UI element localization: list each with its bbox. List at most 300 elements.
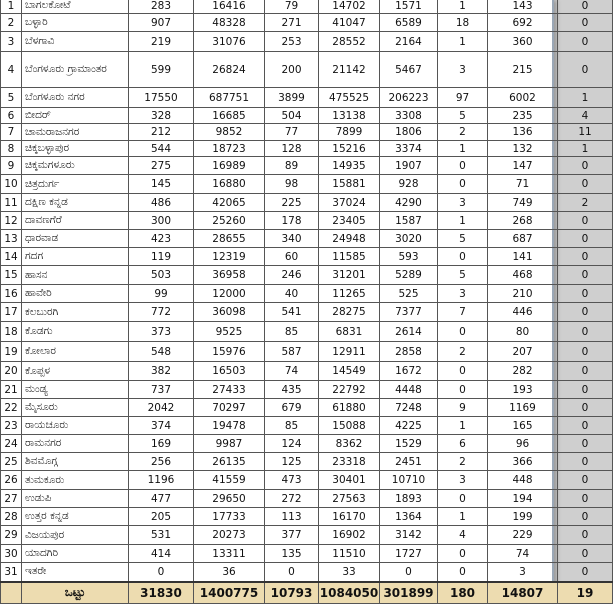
value-cell-c8: 0 xyxy=(558,322,613,342)
table-row xyxy=(1,435,613,453)
value-cell-c2: 16416 xyxy=(194,0,265,14)
value-cell-c4: 61880 xyxy=(319,399,380,417)
value-cell-c2: 12000 xyxy=(194,285,265,303)
value-cell-c1: 374 xyxy=(129,417,194,435)
district-name: ವಿಜಯಪುರ xyxy=(22,526,129,545)
district-name: ಚಾಮರಾಜನಗರ xyxy=(22,124,129,141)
value-cell-c8: 0 xyxy=(558,212,613,230)
value-cell-c3: 377 xyxy=(265,526,319,545)
value-cell-c4: 30401 xyxy=(319,471,380,490)
table-row xyxy=(1,285,613,303)
value-cell-c4: 37024 xyxy=(319,194,380,212)
value-cell-c6: 18 xyxy=(438,14,488,32)
table-row xyxy=(1,212,613,230)
value-cell-c8: 4 xyxy=(558,108,613,124)
district-name: ದಾವಣಗೆರೆ xyxy=(22,212,129,230)
value-cell-c5: 0 xyxy=(380,563,438,582)
value-cell-c5: 3374 xyxy=(380,141,438,157)
table-row xyxy=(1,417,613,435)
value-cell-c7: 366 xyxy=(488,453,558,471)
value-cell-c8: 0 xyxy=(558,32,613,52)
value-cell-c5: 5289 xyxy=(380,266,438,285)
value-cell-c2: 36098 xyxy=(194,303,265,322)
value-cell-c1: 1196 xyxy=(129,471,194,490)
district-name: ಕೋಲಾರ xyxy=(22,342,129,362)
value-cell-c5: 1529 xyxy=(380,435,438,453)
value-cell-c2: 16685 xyxy=(194,108,265,124)
value-cell-c5: 206223 xyxy=(380,88,438,108)
row-number: 5 xyxy=(1,88,22,108)
value-cell-c6: 1 xyxy=(438,141,488,157)
value-cell-c3: 89 xyxy=(265,157,319,175)
value-cell-c3: 79 xyxy=(265,0,319,14)
table-row xyxy=(1,303,613,322)
row-number: 28 xyxy=(1,508,22,526)
value-cell-c3: 473 xyxy=(265,471,319,490)
value-cell-c8: 0 xyxy=(558,490,613,508)
district-name: ದಕ್ಷಿಣ ಕನ್ನಡ xyxy=(22,194,129,212)
value-cell-c6: 0 xyxy=(438,545,488,563)
value-cell-c3: 60 xyxy=(265,248,319,266)
value-cell-c7: 210 xyxy=(488,285,558,303)
value-cell-c2: 48328 xyxy=(194,14,265,32)
value-cell-c7: 448 xyxy=(488,471,558,490)
value-cell-c4: 31201 xyxy=(319,266,380,285)
value-cell-c5: 5467 xyxy=(380,52,438,88)
value-cell-c8: 0 xyxy=(558,0,613,14)
value-cell-c7: 229 xyxy=(488,526,558,545)
value-cell-c3: 340 xyxy=(265,230,319,248)
table-row xyxy=(1,141,613,157)
table-row xyxy=(1,381,613,399)
row-number: 20 xyxy=(1,362,22,381)
value-cell-c4: 22792 xyxy=(319,381,380,399)
value-cell-c8: 0 xyxy=(558,230,613,248)
value-cell-c4: 8362 xyxy=(319,435,380,453)
value-cell-c2: 26135 xyxy=(194,453,265,471)
value-cell-c7: 143 xyxy=(488,0,558,14)
value-cell-c1: 477 xyxy=(129,490,194,508)
district-name: ಹಾಸನ xyxy=(22,266,129,285)
value-cell-c2: 687751 xyxy=(194,88,265,108)
value-cell-c1: 275 xyxy=(129,157,194,175)
value-cell-c1: 2042 xyxy=(129,399,194,417)
value-cell-c2: 31076 xyxy=(194,32,265,52)
value-cell-c3: 77 xyxy=(265,124,319,141)
value-cell-c6: 5 xyxy=(438,266,488,285)
value-cell-c5: 1364 xyxy=(380,508,438,526)
district-name: ಚಿತ್ರದುರ್ಗ xyxy=(22,175,129,194)
value-cell-c6: 1 xyxy=(438,32,488,52)
value-cell-c1: 907 xyxy=(129,14,194,32)
row-number: 26 xyxy=(1,471,22,490)
row-number: 1 xyxy=(1,0,22,14)
row-number: 15 xyxy=(1,266,22,285)
value-cell-c4: 23405 xyxy=(319,212,380,230)
value-cell-c5: 10710 xyxy=(380,471,438,490)
value-cell-c3: 98 xyxy=(265,175,319,194)
row-number: 22 xyxy=(1,399,22,417)
row-number: 21 xyxy=(1,381,22,399)
value-cell-c5: 6589 xyxy=(380,14,438,32)
row-number: 3 xyxy=(1,32,22,52)
table-row xyxy=(1,175,613,194)
row-number: 2 xyxy=(1,14,22,32)
value-cell-c8: 0 xyxy=(558,14,613,32)
value-cell-c1: 414 xyxy=(129,545,194,563)
value-cell-c4: 33 xyxy=(319,563,380,582)
value-cell-c2: 26824 xyxy=(194,52,265,88)
value-cell-c5: 4290 xyxy=(380,194,438,212)
row-number: 16 xyxy=(1,285,22,303)
value-cell-c3: 435 xyxy=(265,381,319,399)
value-cell-c1: 300 xyxy=(129,212,194,230)
value-cell-c1: 212 xyxy=(129,124,194,141)
value-cell-c8: 1 xyxy=(558,88,613,108)
value-cell-c5: 1806 xyxy=(380,124,438,141)
district-name: ಚಿಕ್ಕಬಳ್ಳಾಪುರ xyxy=(22,141,129,157)
value-cell-c8: 0 xyxy=(558,471,613,490)
value-cell-c1: 17550 xyxy=(129,88,194,108)
value-cell-c4: 14549 xyxy=(319,362,380,381)
value-cell-c4: 11265 xyxy=(319,285,380,303)
value-cell-c4: 21142 xyxy=(319,52,380,88)
table-row xyxy=(1,248,613,266)
value-cell-c4: 7899 xyxy=(319,124,380,141)
value-cell-c3: 271 xyxy=(265,14,319,32)
row-number: 7 xyxy=(1,124,22,141)
value-cell-c7: 687 xyxy=(488,230,558,248)
table-row xyxy=(1,32,613,52)
value-cell-c8: 2 xyxy=(558,194,613,212)
table-row xyxy=(1,471,613,490)
district-name: ಕೊಡಗು xyxy=(22,322,129,342)
table-row xyxy=(1,526,613,545)
row-number: 17 xyxy=(1,303,22,322)
value-cell-c1: 145 xyxy=(129,175,194,194)
value-cell-c5: 7377 xyxy=(380,303,438,322)
district-name: ಬಾಗಲಕೋಟೆ xyxy=(22,0,129,14)
value-cell-c7: 692 xyxy=(488,14,558,32)
value-cell-c3: 113 xyxy=(265,508,319,526)
value-cell-c3: 178 xyxy=(265,212,319,230)
value-cell-c3: 135 xyxy=(265,545,319,563)
value-cell-c4: 16170 xyxy=(319,508,380,526)
value-cell-c5: 4225 xyxy=(380,417,438,435)
total-value-c2: 1400775 xyxy=(194,582,265,604)
value-cell-c8: 1 xyxy=(558,141,613,157)
value-cell-c3: 0 xyxy=(265,563,319,582)
value-cell-c1: 99 xyxy=(129,285,194,303)
value-cell-c1: 328 xyxy=(129,108,194,124)
row-number: 25 xyxy=(1,453,22,471)
table-row xyxy=(1,362,613,381)
value-cell-c7: 360 xyxy=(488,32,558,52)
value-cell-c2: 17733 xyxy=(194,508,265,526)
row-number: 4 xyxy=(1,52,22,88)
value-cell-c3: 541 xyxy=(265,303,319,322)
value-cell-c2: 15976 xyxy=(194,342,265,362)
value-cell-c6: 1 xyxy=(438,508,488,526)
value-cell-c3: 225 xyxy=(265,194,319,212)
district-name: ಉಡುಪಿ xyxy=(22,490,129,508)
row-number: 18 xyxy=(1,322,22,342)
table-row xyxy=(1,88,613,108)
total-blank-cell xyxy=(1,582,22,604)
district-name: ಗದಗ xyxy=(22,248,129,266)
value-cell-c6: 3 xyxy=(438,52,488,88)
value-cell-c1: 423 xyxy=(129,230,194,248)
value-cell-c1: 599 xyxy=(129,52,194,88)
value-cell-c3: 587 xyxy=(265,342,319,362)
value-cell-c5: 1727 xyxy=(380,545,438,563)
value-cell-c6: 0 xyxy=(438,248,488,266)
value-cell-c1: 205 xyxy=(129,508,194,526)
value-cell-c7: 207 xyxy=(488,342,558,362)
value-cell-c5: 2164 xyxy=(380,32,438,52)
value-cell-c2: 36958 xyxy=(194,266,265,285)
table-row xyxy=(1,563,613,582)
row-number: 6 xyxy=(1,108,22,124)
value-cell-c2: 19478 xyxy=(194,417,265,435)
value-cell-c1: 219 xyxy=(129,32,194,52)
table-row xyxy=(1,124,613,141)
total-value-c4: 1084050 xyxy=(319,582,380,604)
total-value-c8: 19 xyxy=(558,582,613,604)
value-cell-c2: 13311 xyxy=(194,545,265,563)
value-cell-c4: 15216 xyxy=(319,141,380,157)
value-cell-c3: 200 xyxy=(265,52,319,88)
value-cell-c4: 11510 xyxy=(319,545,380,563)
value-cell-c4: 16902 xyxy=(319,526,380,545)
district-name: ಬೀದರ್ xyxy=(22,108,129,124)
value-cell-c7: 194 xyxy=(488,490,558,508)
value-cell-c6: 6 xyxy=(438,435,488,453)
value-cell-c8: 0 xyxy=(558,362,613,381)
row-number: 8 xyxy=(1,141,22,157)
value-cell-c2: 9987 xyxy=(194,435,265,453)
value-cell-c8: 11 xyxy=(558,124,613,141)
district-name: ಇತರೇ xyxy=(22,563,129,582)
value-cell-c7: 6002 xyxy=(488,88,558,108)
value-cell-c2: 16989 xyxy=(194,157,265,175)
value-cell-c2: 42065 xyxy=(194,194,265,212)
value-cell-c6: 5 xyxy=(438,108,488,124)
value-cell-c7: 268 xyxy=(488,212,558,230)
row-number: 30 xyxy=(1,545,22,563)
district-name: ರಾಮನಗರ xyxy=(22,435,129,453)
value-cell-c5: 2451 xyxy=(380,453,438,471)
value-cell-c7: 147 xyxy=(488,157,558,175)
value-cell-c2: 36 xyxy=(194,563,265,582)
value-cell-c2: 12319 xyxy=(194,248,265,266)
district-name: ಬೆಂಗಳೂರು ನಗರ xyxy=(22,88,129,108)
value-cell-c2: 18723 xyxy=(194,141,265,157)
district-name: ರಾಯಚೂರು xyxy=(22,417,129,435)
value-cell-c5: 1893 xyxy=(380,490,438,508)
value-cell-c8: 0 xyxy=(558,157,613,175)
value-cell-c4: 41047 xyxy=(319,14,380,32)
value-cell-c4: 15881 xyxy=(319,175,380,194)
value-cell-c5: 3020 xyxy=(380,230,438,248)
value-cell-c1: 373 xyxy=(129,322,194,342)
value-cell-c8: 0 xyxy=(558,526,613,545)
value-cell-c5: 1571 xyxy=(380,0,438,14)
value-cell-c1: 737 xyxy=(129,381,194,399)
value-cell-c4: 15088 xyxy=(319,417,380,435)
table-row xyxy=(1,342,613,362)
total-value-c1: 31830 xyxy=(129,582,194,604)
value-cell-c6: 7 xyxy=(438,303,488,322)
value-cell-c1: 548 xyxy=(129,342,194,362)
value-cell-c2: 28655 xyxy=(194,230,265,248)
value-cell-c2: 9852 xyxy=(194,124,265,141)
value-cell-c4: 14935 xyxy=(319,157,380,175)
value-cell-c3: 40 xyxy=(265,285,319,303)
total-value-c3: 10793 xyxy=(265,582,319,604)
value-cell-c6: 3 xyxy=(438,194,488,212)
value-cell-c1: 0 xyxy=(129,563,194,582)
value-cell-c1: 169 xyxy=(129,435,194,453)
value-cell-c7: 96 xyxy=(488,435,558,453)
value-cell-c8: 0 xyxy=(558,52,613,88)
value-cell-c8: 0 xyxy=(558,381,613,399)
value-cell-c1: 283 xyxy=(129,0,194,14)
row-number: 12 xyxy=(1,212,22,230)
district-name: ಬೆಂಗಳೂರು ಗ್ರಾಮಾಂತರ xyxy=(22,52,129,88)
table-row xyxy=(1,266,613,285)
value-cell-c6: 0 xyxy=(438,322,488,342)
table-row xyxy=(1,52,613,88)
value-cell-c1: 486 xyxy=(129,194,194,212)
table-body xyxy=(1,0,613,604)
value-cell-c5: 928 xyxy=(380,175,438,194)
value-cell-c2: 29650 xyxy=(194,490,265,508)
value-cell-c6: 9 xyxy=(438,399,488,417)
row-number: 10 xyxy=(1,175,22,194)
value-cell-c4: 28275 xyxy=(319,303,380,322)
district-name: ಕೊಪ್ಪಳ xyxy=(22,362,129,381)
row-number: 19 xyxy=(1,342,22,362)
value-cell-c6: 1 xyxy=(438,212,488,230)
value-cell-c7: 136 xyxy=(488,124,558,141)
value-cell-c4: 13138 xyxy=(319,108,380,124)
value-cell-c5: 2858 xyxy=(380,342,438,362)
value-cell-c3: 74 xyxy=(265,362,319,381)
value-cell-c4: 11585 xyxy=(319,248,380,266)
value-cell-c8: 0 xyxy=(558,266,613,285)
value-cell-c5: 1672 xyxy=(380,362,438,381)
value-cell-c2: 41559 xyxy=(194,471,265,490)
value-cell-c7: 71 xyxy=(488,175,558,194)
value-cell-c4: 14702 xyxy=(319,0,380,14)
value-cell-c3: 3899 xyxy=(265,88,319,108)
total-value-c7: 14807 xyxy=(488,582,558,604)
district-name: ಉತ್ತರ ಕನ್ನಡ xyxy=(22,508,129,526)
value-cell-c8: 0 xyxy=(558,563,613,582)
value-cell-c4: 6831 xyxy=(319,322,380,342)
table-row xyxy=(1,194,613,212)
total-value-c6: 180 xyxy=(438,582,488,604)
value-cell-c3: 128 xyxy=(265,141,319,157)
district-name: ತುಮಕೂರು xyxy=(22,471,129,490)
value-cell-c6: 4 xyxy=(438,526,488,545)
value-cell-c6: 1 xyxy=(438,417,488,435)
value-cell-c3: 85 xyxy=(265,417,319,435)
value-cell-c3: 504 xyxy=(265,108,319,124)
total-label: ಒಟ್ಟು xyxy=(22,582,129,604)
value-cell-c8: 0 xyxy=(558,417,613,435)
value-cell-c4: 24948 xyxy=(319,230,380,248)
value-cell-c6: 0 xyxy=(438,381,488,399)
district-name: ಯಾದಗಿರಿ xyxy=(22,545,129,563)
value-cell-c7: 80 xyxy=(488,322,558,342)
value-cell-c8: 0 xyxy=(558,248,613,266)
value-cell-c5: 3308 xyxy=(380,108,438,124)
row-number: 31 xyxy=(1,563,22,582)
value-cell-c7: 468 xyxy=(488,266,558,285)
value-cell-c5: 1587 xyxy=(380,212,438,230)
value-cell-c7: 141 xyxy=(488,248,558,266)
table-row xyxy=(1,0,613,14)
value-cell-c5: 2614 xyxy=(380,322,438,342)
row-number: 29 xyxy=(1,526,22,545)
value-cell-c5: 525 xyxy=(380,285,438,303)
value-cell-c2: 70297 xyxy=(194,399,265,417)
row-number: 24 xyxy=(1,435,22,453)
value-cell-c1: 772 xyxy=(129,303,194,322)
value-cell-c7: 74 xyxy=(488,545,558,563)
value-cell-c2: 16880 xyxy=(194,175,265,194)
value-cell-c4: 12911 xyxy=(319,342,380,362)
value-cell-c1: 503 xyxy=(129,266,194,285)
total-value-c5: 301899 xyxy=(380,582,438,604)
district-name: ಹಾವೇರಿ xyxy=(22,285,129,303)
table-row xyxy=(1,322,613,342)
value-cell-c5: 593 xyxy=(380,248,438,266)
value-cell-c3: 125 xyxy=(265,453,319,471)
row-number: 23 xyxy=(1,417,22,435)
value-cell-c7: 132 xyxy=(488,141,558,157)
value-cell-c4: 23318 xyxy=(319,453,380,471)
value-cell-c6: 1 xyxy=(438,0,488,14)
district-name: ಶಿವಮೊಗ್ಗ xyxy=(22,453,129,471)
value-cell-c3: 246 xyxy=(265,266,319,285)
row-number: 14 xyxy=(1,248,22,266)
value-cell-c8: 0 xyxy=(558,342,613,362)
value-cell-c1: 382 xyxy=(129,362,194,381)
value-cell-c6: 3 xyxy=(438,471,488,490)
value-cell-c6: 0 xyxy=(438,362,488,381)
value-cell-c2: 9525 xyxy=(194,322,265,342)
value-cell-c6: 2 xyxy=(438,124,488,141)
value-cell-c1: 531 xyxy=(129,526,194,545)
value-cell-c8: 0 xyxy=(558,435,613,453)
value-cell-c8: 0 xyxy=(558,453,613,471)
total-row xyxy=(1,582,613,604)
value-cell-c4: 28552 xyxy=(319,32,380,52)
district-name: ಧಾರವಾಡ xyxy=(22,230,129,248)
value-cell-c4: 475525 xyxy=(319,88,380,108)
value-cell-c3: 272 xyxy=(265,490,319,508)
value-cell-c3: 124 xyxy=(265,435,319,453)
table-row xyxy=(1,157,613,175)
value-cell-c8: 0 xyxy=(558,285,613,303)
value-cell-c5: 3142 xyxy=(380,526,438,545)
value-cell-c1: 256 xyxy=(129,453,194,471)
district-name: ಕಲಬುರಗಿ xyxy=(22,303,129,322)
table-row xyxy=(1,399,613,417)
